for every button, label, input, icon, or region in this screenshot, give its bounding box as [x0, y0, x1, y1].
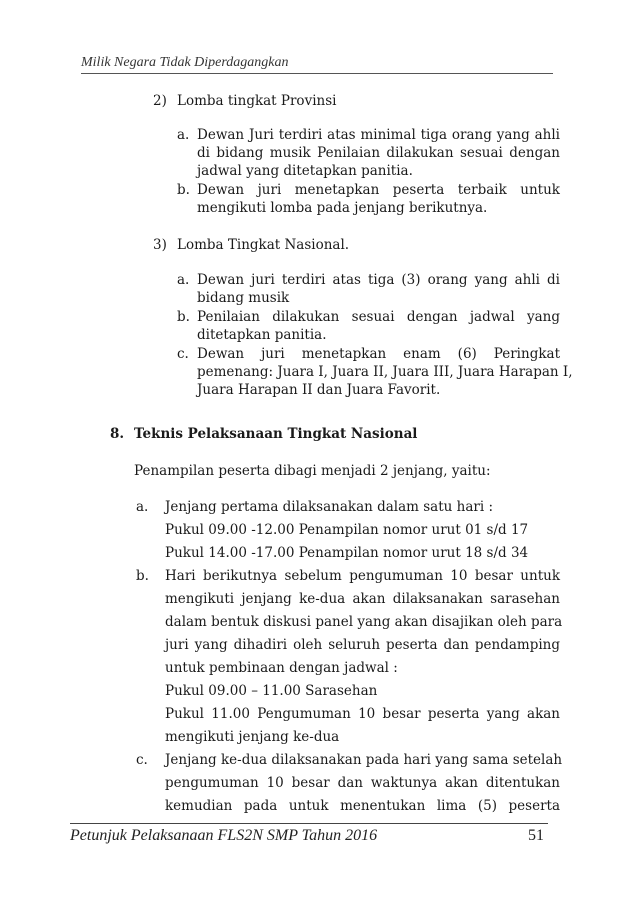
page-number: 51: [528, 827, 544, 844]
sub3-a-line: Dewan juri terdiri atas tiga (3) orang yang ahli di: [197, 272, 560, 288]
sub2-number: 2): [153, 93, 167, 109]
section-8-intro: Penampilan peserta dibagi menjadi 2 jenjang, yaitu:: [134, 463, 491, 479]
sub3-a-line: bidang musik: [197, 290, 290, 306]
sub2-a-line: di bidang musik Penilaian dilakukan sesuai dengan: [197, 145, 560, 161]
sub2-b-line: Dewan juri menetapkan peserta terbaik untuk: [197, 182, 560, 198]
running-footer-title: Petunjuk Pelaksanaan FLS2N SMP Tahun 2016: [70, 827, 378, 844]
sec8-a-line: Jenjang pertama dilaksanakan dalam satu hari :: [165, 499, 493, 515]
sec8-c-marker: c.: [136, 752, 148, 768]
sec8-a-marker: a.: [136, 499, 149, 515]
sec8-b-line: dalam bentuk diskusi panel yang akan disajikan oleh para: [165, 614, 563, 630]
sec8-b-line: mengikuti jenjang ke-dua: [165, 729, 340, 745]
sub3-number: 3): [153, 237, 167, 253]
sub3-c-line: pemenang: Juara I, Juara II, Juara III, Juara Harapan I,: [197, 364, 573, 380]
sec8-c-line: kemudian pada untuk menentukan lima (5) peserta: [165, 798, 560, 814]
sub2-title: Lomba tingkat Provinsi: [177, 93, 337, 109]
sub3-b-line: Penilaian dilakukan sesuai dengan jadwal yang: [197, 309, 560, 325]
sec8-c-line: Jenjang ke-dua dilaksanakan pada hari yang sama setelah: [165, 752, 563, 768]
sub3-c-marker: c.: [177, 346, 189, 362]
sec8-a-line: Pukul 09.00 -12.00 Penampilan nomor urut 01 s/d 17: [165, 522, 529, 538]
sub3-b-line: ditetapkan panitia.: [197, 327, 327, 343]
sub3-title: Lomba Tingkat Nasional.: [177, 237, 350, 253]
sub2-b-line: mengikuti lomba pada jenjang berikutnya.: [197, 200, 488, 216]
sub3-c-line: Juara Harapan II dan Juara Favorit.: [197, 382, 441, 398]
sub3-a-marker: a.: [177, 272, 190, 288]
sec8-b-line: Pukul 09.00 – 11.00 Sarasehan: [165, 683, 378, 699]
sec8-b-line: Pukul 11.00 Pengumuman 10 besar peserta yang akan: [165, 706, 560, 722]
running-header: Milik Negara Tidak Diperdagangkan: [81, 55, 289, 70]
sub2-a-line: jadwal yang ditetapkan panitia.: [197, 163, 413, 179]
sec8-b-line: juri yang dihadiri oleh seluruh peserta dan pendamping: [165, 637, 560, 653]
section-8-title: Teknis Pelaksanaan Tingkat Nasional: [134, 426, 418, 442]
sec8-b-line: untuk pembinaan dengan jadwal :: [165, 660, 398, 676]
footer-rule: [70, 823, 548, 824]
sec8-a-line: Pukul 14.00 -17.00 Penampilan nomor urut 18 s/d 34: [165, 545, 529, 561]
sub3-c-line: Dewan juri menetapkan enam (6) Peringkat: [197, 346, 560, 362]
section-8-number: 8.: [110, 426, 125, 442]
sec8-c-line: pengumuman 10 besar dan waktunya akan ditentukan: [165, 775, 560, 791]
sub2-a-marker: a.: [177, 127, 190, 143]
header-rule: [81, 73, 553, 74]
sec8-b-line: mengikuti jenjang ke-dua akan dilaksanakan sarasehan: [165, 591, 560, 607]
sec8-b-marker: b.: [136, 568, 149, 584]
sec8-b-line: Hari berikutnya sebelum pengumuman 10 besar untuk: [165, 568, 560, 584]
sub3-b-marker: b.: [177, 309, 190, 325]
sub2-b-marker: b.: [177, 182, 190, 198]
sub2-a-line: Dewan Juri terdiri atas minimal tiga orang yang ahli: [197, 127, 560, 143]
